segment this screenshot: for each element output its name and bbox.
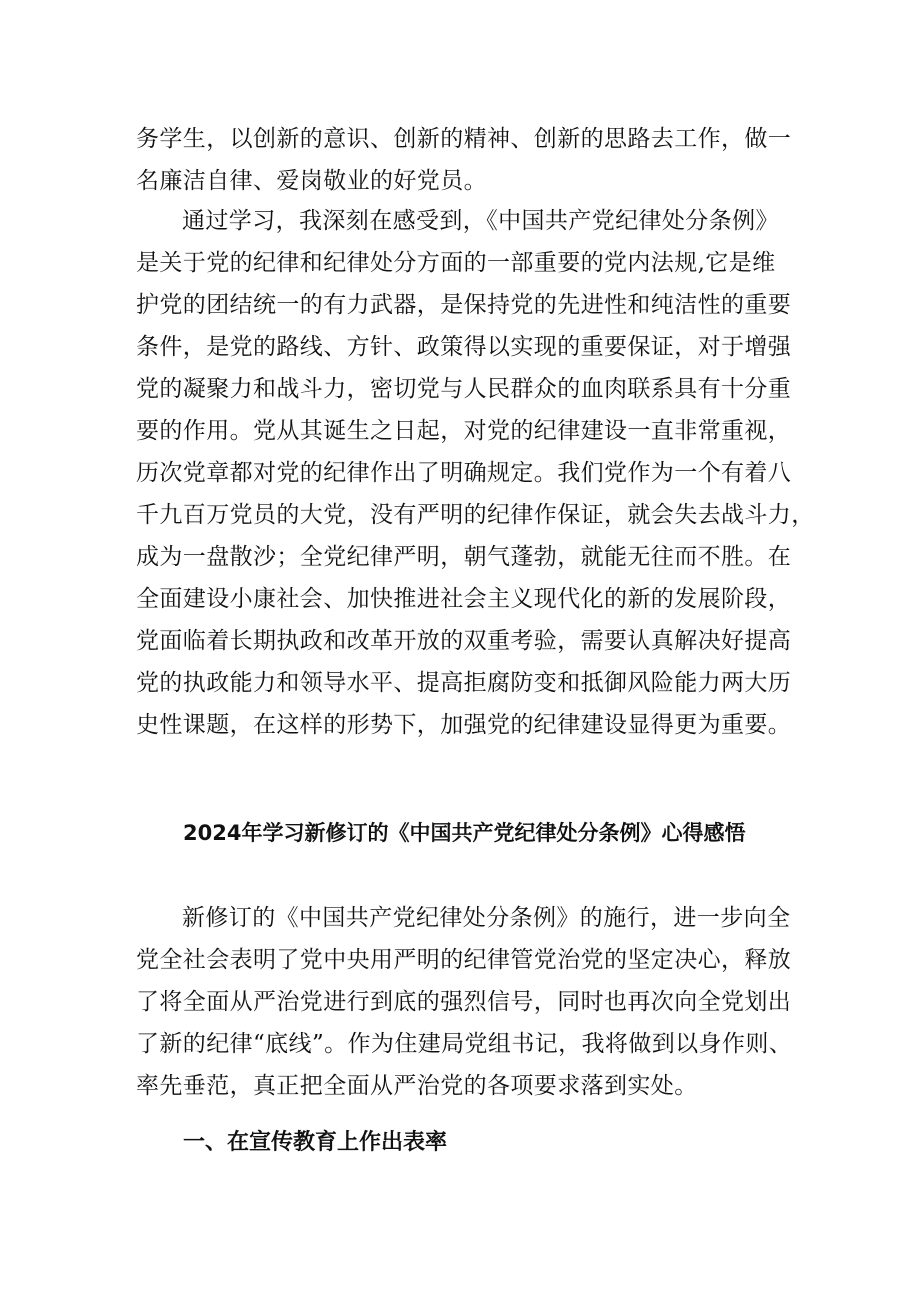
text-line: 历次党章都对党的纪律作出了明确规定。我们党作为一个有着八 bbox=[136, 460, 792, 486]
text-line: 了新的纪律“底线”。作为住建局党组书记，我将做到以身作则、 bbox=[136, 1031, 793, 1057]
text-line: 通过学习，我深刻在感受到，《中国共产党纪律处分条例》 bbox=[182, 208, 779, 234]
subsection-title: 一、在宣传教育上作出表率 bbox=[183, 1130, 448, 1155]
paragraph-1 bbox=[136, 118, 796, 202]
text-line: 史性课题，在这样的形势下，加强党的纪律建设显得更为重要。 bbox=[136, 712, 792, 738]
text-line: 千九百万党员的大党，没有严明的纪律作保证，就会失去战斗力， bbox=[136, 502, 815, 528]
text-line: 党面临着长期执政和改革开放的双重考验，需要认真解决好提高 bbox=[136, 628, 792, 654]
text-line: 党的凝聚力和战斗力，密切党与人民群众的血肉联系具有十分重 bbox=[136, 376, 792, 402]
paragraph-2 bbox=[136, 200, 815, 746]
section-heading: 2024年学习新修订的《中国共产党纪律处分条例》心得感悟 bbox=[183, 821, 746, 845]
text-line: 要的作用。党从其诞生之日起，对党的纪律建设一直非常重视， bbox=[136, 418, 792, 444]
text-line: 务学生，以创新的意识、创新的精神、创新的思路去工作，做一 bbox=[136, 126, 792, 152]
text-line: 是关于党的纪律和纪律处分方面的一部重要的党内法规,它是维 bbox=[136, 250, 776, 276]
text-line: 了将全面从严治党进行到底的强烈信号，同时也再次向全党划出 bbox=[136, 989, 792, 1015]
text-line: 条件，是党的路线、方针、政策得以实现的重要保证，对于增强 bbox=[136, 334, 792, 360]
text-line: 党全社会表明了党中央用严明的纪律管党治党的坚定决心，释放 bbox=[136, 947, 792, 973]
paragraph-3 bbox=[136, 897, 796, 1107]
text-line: 全面建设小康社会、加快推进社会主义现代化的新的发展阶段， bbox=[136, 586, 792, 612]
text-line: 成为一盘散沙；全党纪律严明，朝气蓬勃，就能无往而不胜。在 bbox=[136, 544, 792, 570]
text-line: 名廉洁自律、爱岗敬业的好党员。 bbox=[136, 168, 487, 194]
text-line: 党的执政能力和领导水平、提高拒腐防变和抵御风险能力两大历 bbox=[136, 670, 792, 696]
text-line: 护党的团结统一的有力武器，是保持党的先进性和纯洁性的重要 bbox=[136, 292, 792, 318]
text-line: 新修订的《中国共产党纪律处分条例》的施行，进一步向全 bbox=[182, 905, 791, 931]
text-line: 率先垂范，真正把全面从严治党的各项要求落到实处。 bbox=[136, 1073, 698, 1099]
